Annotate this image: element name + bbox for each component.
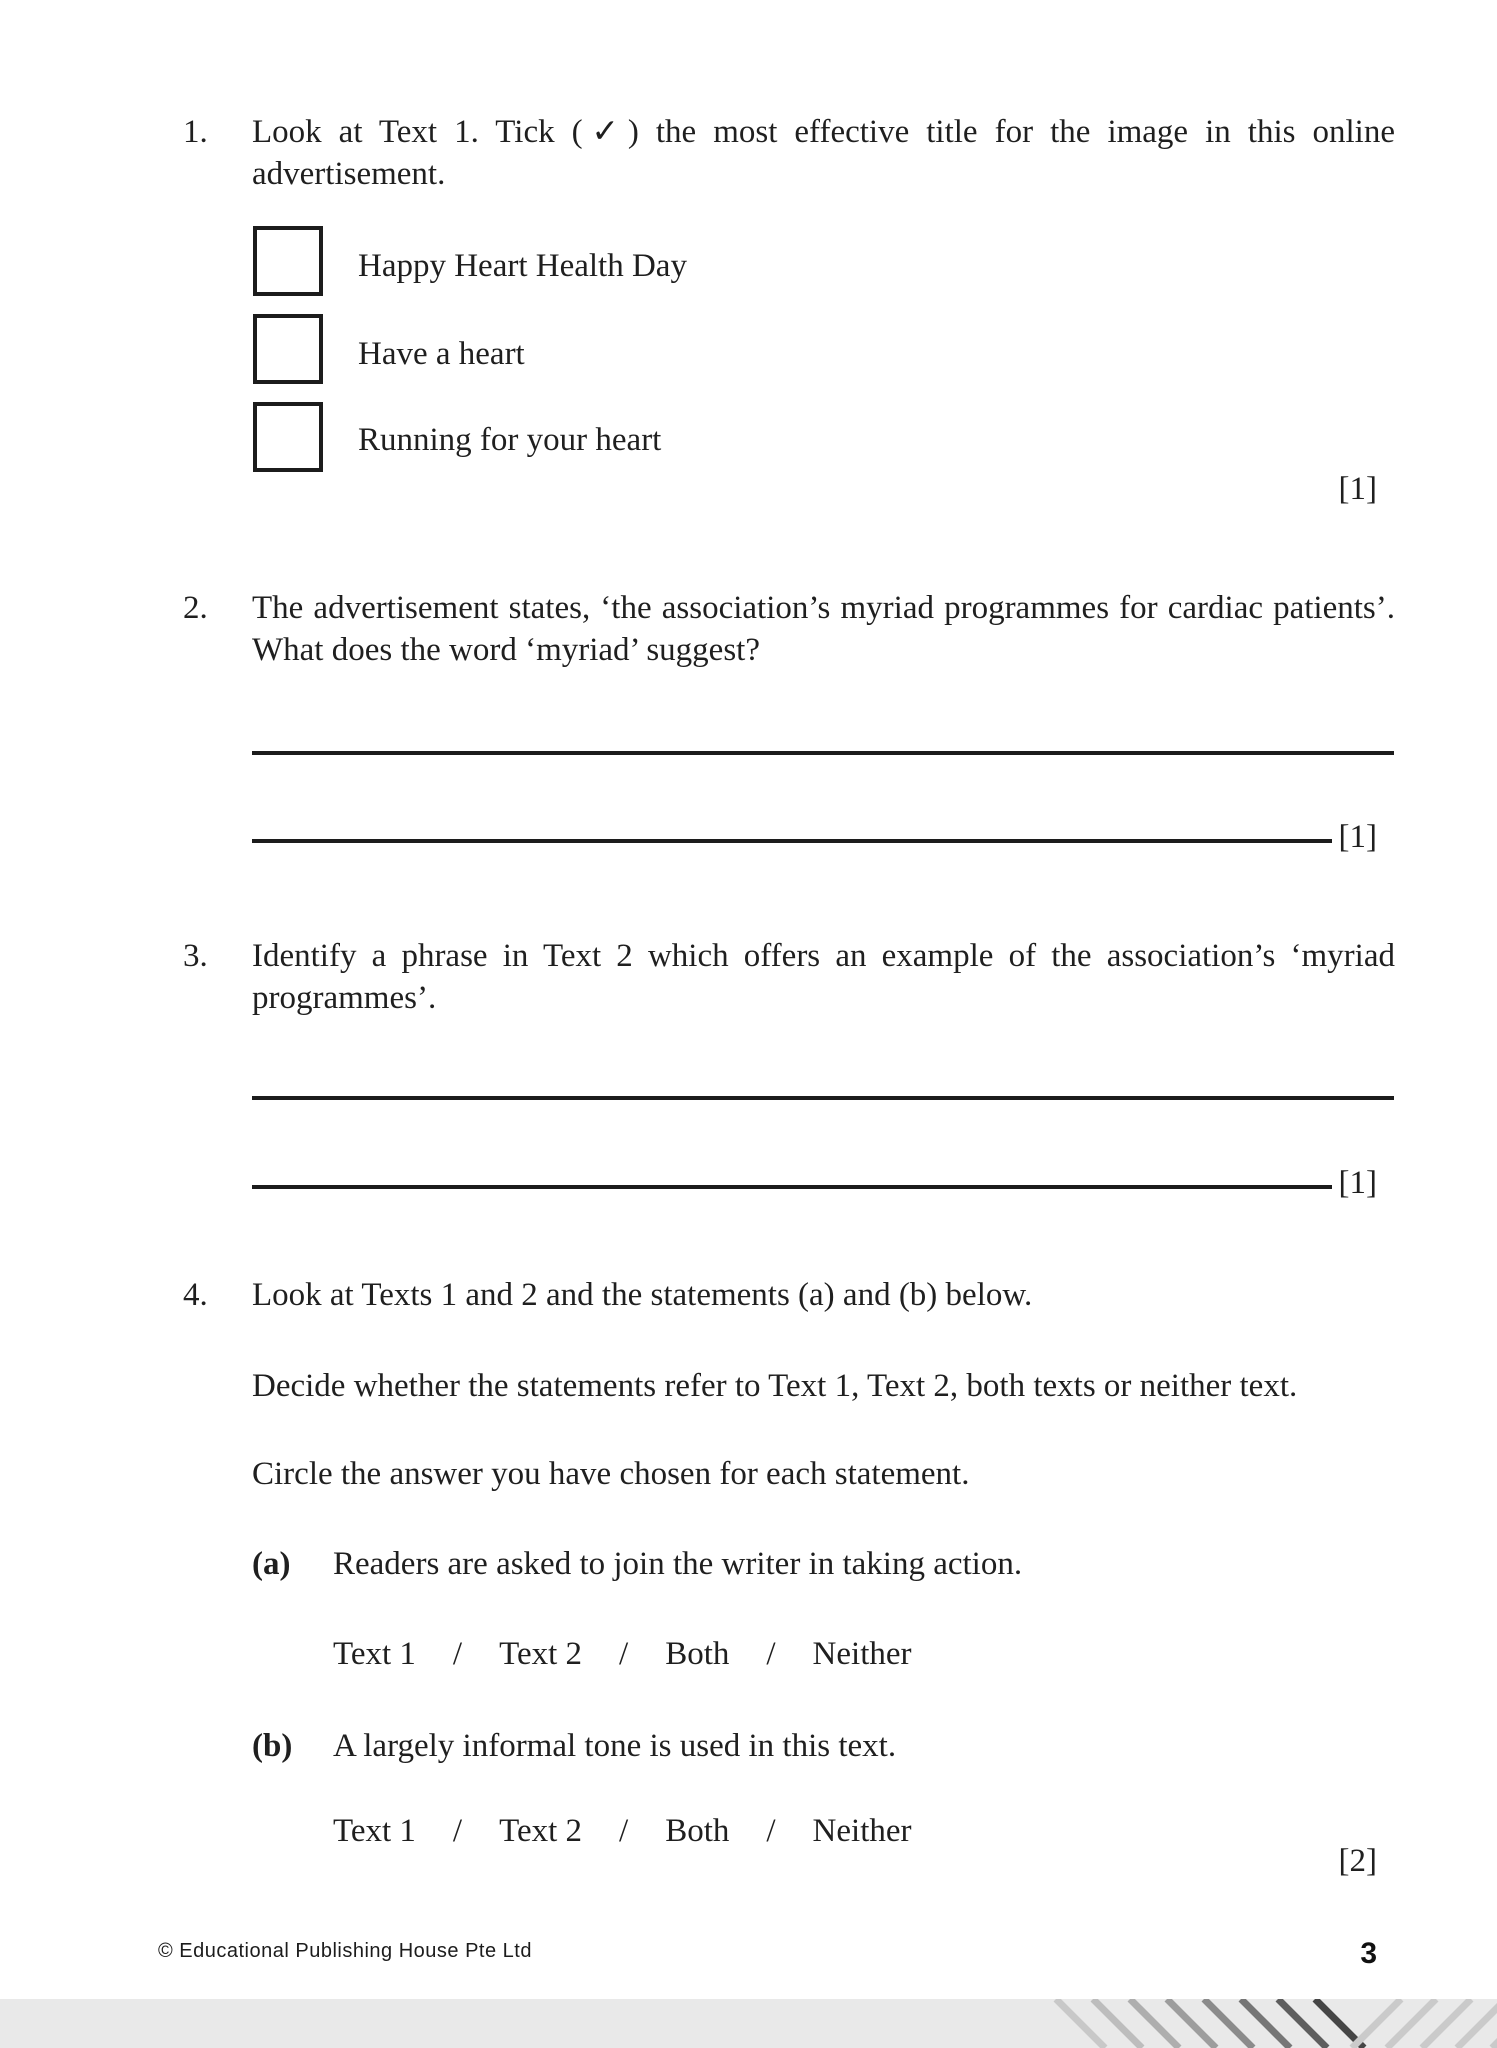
- statement-b-label: (b): [252, 1728, 293, 1764]
- choice-separator: /: [452, 1813, 463, 1849]
- question-2-marks: [1]: [1338, 819, 1377, 855]
- question-1-line-1: Look at Text 1. Tick (✓) the most effective title for the image in this online: [252, 114, 1395, 150]
- question-1-line-2: advertisement.: [252, 156, 446, 192]
- corner-stripes-decoration: [0, 1999, 1497, 2048]
- choice-separator: /: [766, 1636, 776, 1672]
- statement-b-text: A largely informal tone is used in this text.: [333, 1728, 897, 1764]
- question-4-number: 4.: [183, 1277, 208, 1313]
- choice-option[interactable]: Text 1: [333, 1813, 416, 1849]
- question-1-number: 1.: [183, 114, 208, 150]
- option-checkbox-2[interactable]: [253, 314, 323, 384]
- question-3-marks: [1]: [1338, 1165, 1377, 1201]
- statement-a-label: (a): [252, 1546, 291, 1582]
- answer-line: [252, 751, 1394, 755]
- option-label-2: Have a heart: [358, 336, 525, 372]
- choice-separator: /: [452, 1636, 463, 1672]
- question-3-line-1: Identify a phrase in Text 2 which offers an example of the association’s ‘myriad: [252, 938, 1395, 974]
- choice-option[interactable]: Neither: [812, 1813, 912, 1849]
- choice-separator: /: [619, 1813, 629, 1849]
- statement-a-text: Readers are asked to join the writer in taking action.: [333, 1546, 1023, 1582]
- question-4-marks: [2]: [1338, 1843, 1377, 1879]
- question-2-line-1: The advertisement states, ‘the association’s myriad programmes for cardiac patients’.: [252, 590, 1395, 626]
- option-label-3: Running for your heart: [358, 422, 662, 458]
- statement-a-choices: [333, 1633, 912, 1675]
- question-3-line-2: programmes’.: [252, 980, 437, 1016]
- page-number: 3: [1360, 1937, 1377, 1970]
- answer-line: [252, 839, 1332, 843]
- choice-separator: /: [619, 1636, 629, 1672]
- question-1-marks: [1]: [1338, 471, 1377, 507]
- choice-option[interactable]: Neither: [812, 1636, 912, 1672]
- question-4-line-1: Look at Texts 1 and 2 and the statements (a) and (b) below.: [252, 1277, 1033, 1313]
- question-4-line-3: Circle the answer you have chosen for each statement.: [252, 1456, 970, 1492]
- option-checkbox-1[interactable]: [253, 226, 323, 296]
- option-checkbox-3[interactable]: [253, 402, 323, 472]
- choice-option[interactable]: Text 1: [333, 1636, 416, 1672]
- answer-line: [252, 1185, 1332, 1189]
- footer-band: [0, 1999, 1497, 2048]
- question-4-line-2: Decide whether the statements refer to Text 1, Text 2, both texts or neither text.: [252, 1368, 1298, 1404]
- choice-option[interactable]: Text 2: [499, 1636, 583, 1672]
- question-2-line-2: What does the word ‘myriad’ suggest?: [252, 632, 760, 668]
- choice-option[interactable]: Both: [665, 1636, 730, 1672]
- statement-b-choices: [333, 1810, 912, 1852]
- copyright-notice: © Educational Publishing House Pte Ltd: [158, 1940, 532, 1962]
- choice-option[interactable]: Both: [665, 1813, 730, 1849]
- question-2-number: 2.: [183, 590, 208, 626]
- choice-option[interactable]: Text 2: [499, 1813, 583, 1849]
- answer-line: [252, 1096, 1394, 1100]
- question-3-number: 3.: [183, 938, 208, 974]
- option-label-1: Happy Heart Health Day: [358, 248, 687, 284]
- choice-separator: /: [766, 1813, 776, 1849]
